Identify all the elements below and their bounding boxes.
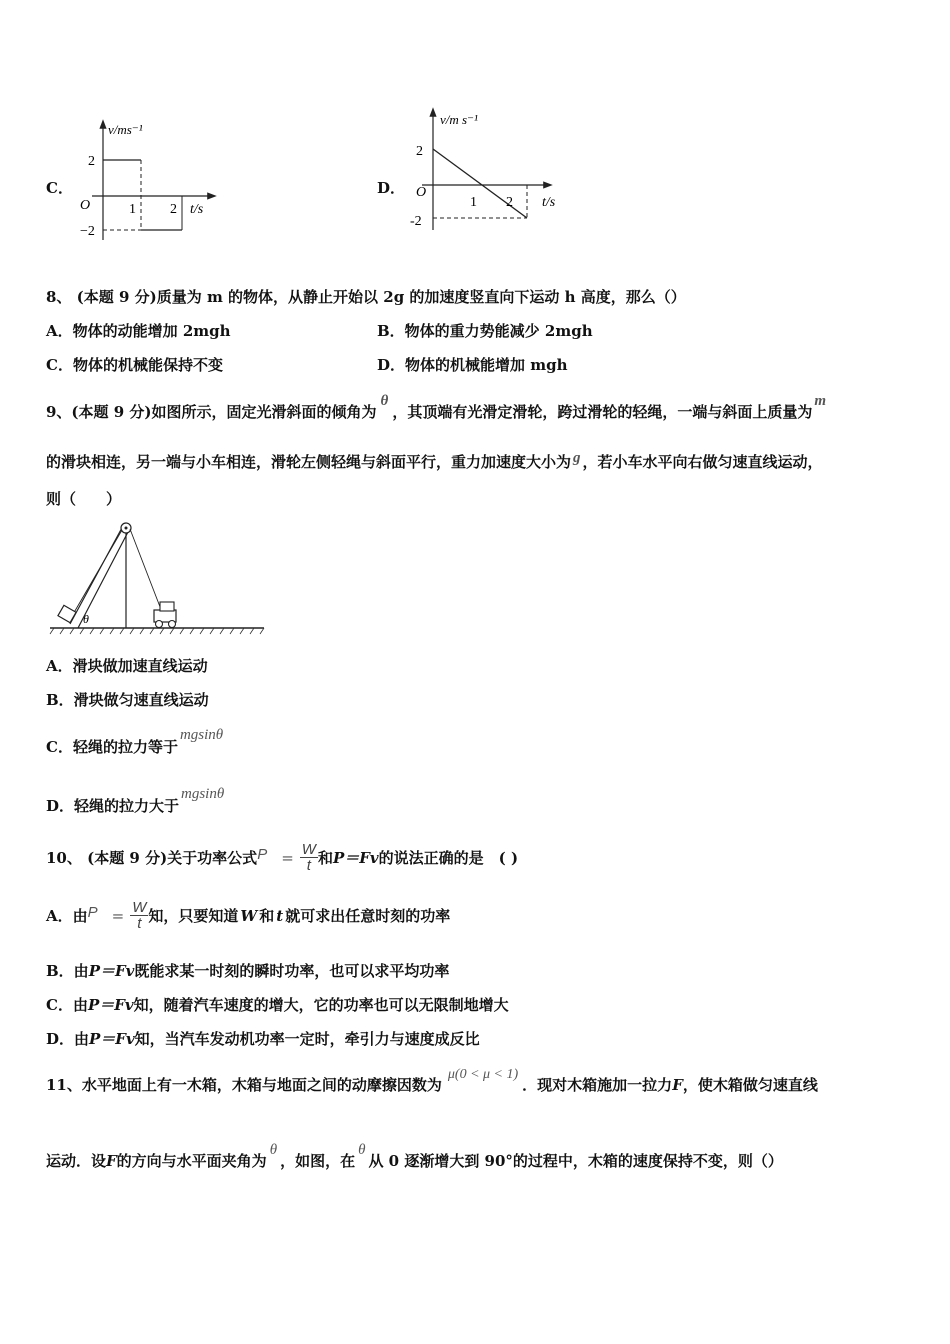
q10-option-c-prefix: C．由	[46, 996, 88, 1014]
q10-option-a-and: 和	[259, 907, 275, 925]
q10-formula-eq: =	[281, 848, 294, 867]
q8-stem: 8、 (本题 9 分)质量为 m 的物体，从静止开始以 2g 的加速度竖直向下运动 h 高度，那么（）	[46, 288, 686, 306]
q11-stem-line1	[46, 1067, 818, 1095]
graph-d-tick-x1: 1	[470, 195, 477, 210]
q10-option-c-suffix: 知，随着汽车速度的增大，它的功率也可以无限制地增大	[133, 996, 509, 1014]
graph-d-y-label: v/m s⁻¹	[440, 112, 478, 127]
q10-option-c	[46, 994, 509, 1015]
q10-option-a-t: t	[276, 906, 284, 925]
q10-option-a-den: t	[137, 915, 142, 932]
q11-f1: F	[672, 1076, 683, 1094]
q10-stem-part3: 的说法正确的是 ( )	[378, 849, 519, 867]
q11-line2-part3: ，如图，在	[280, 1152, 356, 1170]
q10-option-a-w: W	[240, 906, 258, 925]
q10-option-b-suffix: 既能求某一时刻的瞬时功率，也可以求平均功率	[134, 962, 450, 980]
q9-option-c-math: mgsinθ	[179, 727, 224, 743]
graph-d-tick-x2: 2	[506, 195, 513, 210]
q11-mu-math: μ(0 < μ < 1)	[447, 1067, 519, 1082]
q11-line2-part4: 从 0 逐渐增大到 90°的过程中，木箱的速度保持不变，则（）	[368, 1152, 783, 1170]
q9-stem-line3: 则（ ）	[46, 490, 122, 508]
q10-option-d-suffix: 知，当汽车发动机功率一定时，牵引力与速度成反比	[134, 1030, 480, 1048]
q11-stem-part2: ．现对木箱施加一拉力	[522, 1076, 673, 1094]
fig-block	[58, 605, 76, 622]
q10-option-b-prefix: B．由	[46, 962, 89, 980]
fig-incline-top	[70, 524, 124, 624]
q10-option-d-formula: P＝Fv	[89, 1030, 135, 1048]
graph-c-tick-x2: 2	[170, 202, 177, 217]
graph-c-origin: O	[80, 198, 91, 213]
q9-stem-line1	[46, 393, 826, 422]
q9-stem-line2-part1: 的滑块相连，另一端与小车相连，滑轮左侧轻绳与斜面平行，重力加速度大小为	[46, 453, 572, 471]
q9-option-b: B．滑块做匀速直线运动	[46, 691, 209, 709]
q10-option-d	[46, 1028, 480, 1049]
q10-stem-formula2: P＝Fv	[332, 849, 379, 867]
q9-mass-m: m	[814, 393, 826, 409]
q9-option-d	[46, 786, 225, 816]
q9-theta: θ	[380, 393, 389, 409]
q11-line2-part2: 的方向与水平面夹角为	[116, 1152, 267, 1170]
q11-stem-part3: ，使木箱做匀速直线	[682, 1076, 818, 1094]
graph-c-tick-y-neg: −2	[80, 224, 95, 239]
q10-option-a-p: P	[87, 904, 98, 921]
graph-c-x-label: t/s	[190, 202, 204, 217]
q7-option-d-label: D．	[377, 179, 406, 197]
q10-option-d-prefix: D．由	[46, 1030, 90, 1048]
q9-option-a: A．滑块做加速直线运动	[46, 657, 208, 675]
q9-figure-incline-pulley	[46, 520, 268, 640]
fig-ground-hatch	[50, 628, 264, 634]
q11-f2: F	[106, 1152, 117, 1170]
q10-option-b-formula: P＝Fv	[88, 962, 135, 980]
q10-formula-fraction	[300, 842, 318, 873]
q8-option-b: B．物体的重力势能减少 2mgh	[377, 322, 593, 340]
q7-option-c-label: C．	[46, 179, 73, 197]
q9-option-d-text: D．轻绳的拉力大于	[46, 797, 180, 815]
q10-option-a-num: W	[132, 899, 147, 916]
q10-option-a-eq: =	[111, 906, 125, 925]
q10-stem-part1: 10、 (本题 9 分)关于功率公式	[46, 849, 258, 867]
q11-stem-line2	[46, 1142, 783, 1171]
q9-option-c	[46, 727, 224, 757]
graph-d-tick-y-neg: -2	[410, 214, 422, 229]
q9-gravity-g: g	[573, 450, 581, 466]
q10-stem-part2: 和	[317, 849, 333, 867]
fig-rope-left	[72, 530, 122, 616]
q10-stem	[46, 842, 518, 873]
q10-option-c-formula: P＝Fv	[87, 996, 134, 1014]
q8-option-c: C．物体的机械能保持不变	[46, 356, 223, 374]
q11-theta1: θ	[269, 1142, 278, 1158]
graph-c-tick-x1: 1	[129, 202, 136, 217]
graph-d-origin: O	[416, 185, 427, 200]
fig-theta: θ	[83, 612, 89, 626]
q10-option-a-fraction	[130, 900, 148, 931]
q9-stem-part1: 9、(本题 9 分)如图所示，固定光滑斜面的倾角为	[46, 403, 377, 421]
q10-formula-p: P	[257, 846, 268, 863]
q10-option-a-suffix2: 就可求出任意时刻的功率	[285, 907, 451, 925]
graph-c-tick-y-pos: 2	[88, 154, 95, 169]
q8-option-a: A．物体的动能增加 2mgh	[46, 322, 231, 340]
q9-stem-line2	[46, 451, 823, 472]
fig-rope-right	[130, 529, 162, 612]
q11-theta2: θ	[358, 1142, 366, 1158]
q10-formula-num: W	[301, 841, 316, 858]
q11-line2-part1: 运动．设	[46, 1152, 107, 1170]
q9-option-d-math: mgsinθ	[181, 786, 225, 802]
fig-cart-wheel-right	[169, 621, 176, 628]
q10-formula-den: t	[306, 857, 311, 874]
q10-option-a-suffix1: 知，只要知道	[148, 907, 239, 925]
q11-stem-part1: 11、水平地面上有一木箱，木箱与地面之间的动摩擦因数为	[46, 1076, 442, 1094]
graph-d-tick-y-pos: 2	[416, 144, 423, 159]
q7-graph-c	[70, 112, 230, 247]
q9-stem-line2-part2: ，若小车水平向右做匀速直线运动，	[582, 453, 823, 471]
q9-option-c-text: C．轻绳的拉力等于	[46, 738, 178, 756]
fig-cart-wheel-left	[156, 621, 163, 628]
q10-option-a-prefix: A．由	[46, 907, 88, 925]
graph-d-x-label: t/s	[542, 195, 556, 210]
q10-option-a	[46, 900, 450, 931]
q9-stem-part2: ，其顶端有光滑定滑轮，跨过滑轮的轻绳，一端与斜面上质量为	[392, 403, 813, 421]
q7-graph-d	[400, 102, 580, 237]
q10-option-b	[46, 960, 449, 981]
fig-cart-cab	[160, 602, 174, 611]
q8-option-d: D．物体的机械能增加 mgh	[377, 356, 568, 374]
graph-c-y-label: v/ms⁻¹	[108, 122, 143, 137]
